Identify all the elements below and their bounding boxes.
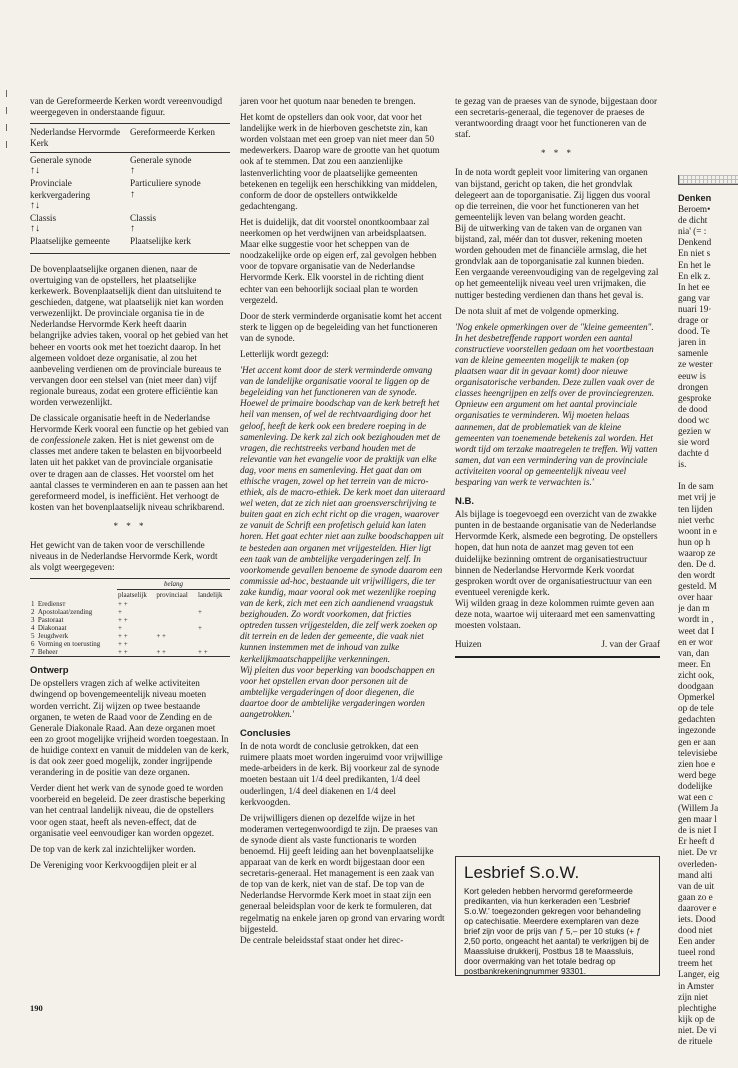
- hierarchy-label: Particuliere synode: [130, 178, 201, 189]
- text-line: den. De d.: [678, 559, 716, 569]
- text-line: zien hoe e: [678, 758, 716, 769]
- text-line: nuari 19·: [678, 303, 712, 314]
- paragraph: Wij wilden graag in deze kolommen ruimte geven aan deze nota, waartoe wij uiteraard met een samenvatting moesten volstaan.: [455, 597, 655, 631]
- text-line: de is niet I: [678, 825, 717, 836]
- table-cell: 7: [31, 648, 35, 657]
- hierarchy-cell: [130, 236, 230, 247]
- text-line: dood niet: [678, 925, 713, 936]
- heading-conclusies: Conclusies: [240, 728, 291, 740]
- table-cell: 1: [31, 600, 35, 609]
- table-row: [30, 608, 230, 616]
- text-line: de dicht: [678, 215, 708, 226]
- table-cell: 4: [31, 624, 35, 633]
- text-line: wat een c: [678, 791, 713, 802]
- table-row: [30, 600, 230, 608]
- table-cell: + +: [118, 640, 128, 649]
- text-line: gaan zo e: [678, 891, 713, 902]
- text-line: niet. De vi: [678, 1024, 717, 1035]
- hierarchy-cell: [30, 213, 130, 233]
- arrow-icon: ↑: [130, 165, 135, 177]
- arrow-icon: ↑↓: [30, 222, 40, 234]
- table-cell: +: [198, 624, 202, 633]
- arrow-icon: ↑: [130, 188, 135, 200]
- text-line: eeuw is: [678, 370, 706, 381]
- arrow-icon: ↑↓: [30, 165, 40, 177]
- text-line: en er wor: [678, 636, 713, 647]
- text-line: de dood: [678, 403, 708, 414]
- text-line: werd bege: [678, 769, 717, 780]
- header-hervormd: Nederlandse Hervormde Kerk: [30, 127, 121, 149]
- text-line: kijk op de: [678, 1013, 715, 1024]
- header-gereformeerd: Gereformeerde Kerken: [130, 127, 215, 138]
- text-line: gesproke: [678, 392, 712, 403]
- text-line: Denkend: [678, 237, 712, 248]
- hierarchy-label: Generale synode: [130, 155, 192, 166]
- text-line: treem het: [678, 958, 713, 969]
- text-line: gen er aan: [678, 736, 716, 747]
- table-cell: Vorming en toerusting: [37, 640, 101, 649]
- arrow-icon: ↑: [130, 222, 135, 234]
- table-cell: + +: [198, 648, 208, 657]
- column-header: provinciaal: [156, 591, 188, 600]
- halftone-image: [678, 175, 738, 185]
- paragraph: Een vergaande vereenvoudiging van de regelgeving zal op het gemeentelijk niveau veel uren vrijmaken, die nuttiger besteding verdienen dan thans het geval is.: [455, 267, 659, 300]
- table-cell: [197, 640, 230, 648]
- text-line: dood. Te: [678, 326, 710, 337]
- text-line: drongen: [678, 381, 709, 392]
- signature: [455, 639, 660, 658]
- column-4-cropped: [678, 175, 738, 1047]
- table-cell: 6: [31, 640, 35, 649]
- text-line: doodgaan: [678, 681, 714, 692]
- table-cell: 3: [31, 616, 35, 625]
- hierarchy-cell: [30, 178, 130, 209]
- table-cell: 2: [31, 608, 35, 617]
- table-row: [30, 640, 230, 648]
- hierarchy-cell: [30, 155, 130, 175]
- box-text: Kort geleden hebben hervormd gereformeerde predikanten, via hun kerkeraden een 'Lesbrief S.o.W.' toegezonden gekregen voor behandeling op catechisatie. Meerdere exemplaren van deze brief zijn voor de prijs van ƒ 5,– per 10 stuks (+ ƒ 2,50 porto, ongeacht het aantal) te verkrijgen bij de Maassluise drukkerij, Postbus 18 te Maassluis, door overmaking van het totale bedrag op postbankrekeningnummer 93301.: [464, 887, 649, 976]
- table-cell: 5: [31, 632, 35, 641]
- paragraph: Als bijlage is toegevoegd een overzicht van de zwakke punten in de bestaande organisatie van de Nederlandse Hervormde Kerk, alsmede een begroting. De opstellers hopen, dat hun nota de aanzet mag geven tot een duidelijke bezinning omtrent de organisatiestructuur binnen de Nederlandse Hervormde Kerk voordat gesproken wordt over de organisatiestructuur van een eventueel verenigde kerk.: [455, 509, 658, 597]
- table-cell: Apostolaat/zending: [37, 608, 93, 617]
- table-cell: + +: [118, 632, 128, 641]
- table-cell: +: [198, 608, 202, 617]
- text-line: gezien w: [678, 425, 711, 436]
- column-header: landelijk: [198, 591, 223, 600]
- text-line: iets. Dood: [678, 914, 716, 924]
- text-line: waarop ze: [678, 547, 716, 558]
- table-cell: + +: [118, 600, 128, 609]
- text-line: In de sam: [678, 481, 714, 492]
- table-cell: +: [118, 624, 122, 633]
- hierarchy-label: Plaatselijke kerk: [130, 235, 191, 246]
- text-line: Langer, eig: [678, 969, 720, 980]
- text-line: plechtighe: [678, 1002, 717, 1013]
- text-line: (Willem Ja: [678, 803, 719, 814]
- text-line: overleden-: [678, 858, 718, 869]
- task-weight-table: [30, 578, 230, 657]
- hierarchy-header: [30, 127, 230, 153]
- table-cell: Diakonaat: [37, 624, 67, 633]
- text-line: is.: [678, 459, 687, 470]
- table-cell: [155, 600, 197, 608]
- paragraph: Verder dient het werk van de synode goed te worden voorbereid en begeleid. De zeer drastische beperking van het centraal landelijk niveau, die de opstellers voor ogen staat, heeft als neven-effect, dat de organisatie veel eenvoudiger kan worden opgezet.: [30, 783, 226, 838]
- table-cell: [197, 632, 230, 640]
- paragraph: De bovenplaatselijke organen dienen, naar de overtuiging van de opstellers, het plaatselijke kerkewerk. Bovenplaatselijk dient dan uitsluitend te geschieden, datgene, wat plaatselijk niet kan worden verwezenlijkt. De provinciale organisa tie in de Nederlandse Hervormde Kerk heeft daarin belangrijke advies taken, vooral op het gebied van het beheer en voorts ook met het toezicht daarop. In het algemeen voldoet deze organisatie, al zou het aanbeveling verdienen om de provinciale bureaus te vervangen door een stelsel van (niet meer dan) vijf regionale bureaus, zodat een grotere efficiëntie kan worden verwezenlijkt.: [30, 263, 229, 407]
- text-line: van de uit: [678, 880, 715, 891]
- text-line: weet dat I: [678, 625, 715, 636]
- signature-place: Huizen: [455, 639, 482, 650]
- text-line: En niet s: [678, 248, 711, 259]
- quote: Wij pleiten dus voor beperking van boodschappen en voor het opstellen ervan door personen uit de ambtelijke vergaderingen of door diegenen, die daartoe door de ambtelijke vergaderingen worden aangetrokken.': [240, 664, 435, 719]
- table-cell: + +: [118, 616, 128, 625]
- hierarchy-label: Provinciale kerkvergadering: [30, 178, 91, 200]
- text-line: samenle: [678, 348, 709, 359]
- table-row: [30, 616, 230, 624]
- column-2: [240, 96, 445, 951]
- table-cell: +: [118, 608, 122, 617]
- table-cell: + +: [156, 632, 166, 641]
- hierarchy-cell: [130, 178, 230, 209]
- table-row: [30, 624, 230, 632]
- hierarchy-cell: [130, 155, 230, 175]
- table-cell: Erediensт: [37, 600, 66, 609]
- hierarchy-row: [30, 155, 230, 175]
- paragraph: Letterlijk wordt gezegd:: [240, 348, 329, 359]
- text-line: zijn niet: [678, 991, 708, 1002]
- paragraph: De classicale organisatie heeft in de Nederlandse Hervormde Kerk vooral een functie op het gebied van de confessionele zaken. Het is niet gewenst om de classes met andere taken te belasten en bijvoorbeeld laten uit het pakket van de provinciale organisatie over te dragen aan de classes. Het voorstel om het aantal classes te verminderen en aan te passen aan het gereformeerd model, is inefficiënt. Het verhoogt de kosten van het bovenplaatselijk niveau schrikbarend.: [30, 413, 229, 512]
- lesbrief-box: [455, 856, 660, 976]
- table-cell: Jeugdwerk: [37, 632, 69, 641]
- text-line: Opmerkel: [678, 692, 715, 703]
- table-cell: Pastoraat: [37, 616, 64, 625]
- hierarchy-label: Classis: [30, 212, 57, 223]
- arrow-icon: ↑↓: [30, 199, 40, 211]
- text-line: jaren in: [678, 337, 706, 348]
- text-line: ingezonde: [678, 725, 716, 736]
- text-line: dodelijke: [678, 780, 713, 791]
- table-row: [30, 648, 230, 657]
- text-line: de rituele: [678, 1036, 713, 1047]
- column-3: [455, 96, 660, 658]
- paragraph: De Vereniging voor Kerkvoogdijen pleit er al: [30, 859, 197, 870]
- text-line: woont in e: [678, 525, 717, 536]
- hierarchy-row: [30, 213, 230, 233]
- text-line: televisiebe: [678, 747, 718, 758]
- text-line: den wordt: [678, 570, 715, 581]
- text-line: van, dan: [678, 647, 710, 658]
- paragraph: Het gewicht van de taken voor de verschillende niveaus in de Nederlandse Hervormde Kerk, wordt als volgt weergegeven:: [30, 540, 218, 573]
- paragraph: Door de sterk verminderde organisatie komt het accent sterk te liggen op de begeleiding van het functioneren van de synode.: [240, 310, 442, 343]
- text-line: hun op h: [678, 536, 711, 547]
- text-line: daarover e: [678, 902, 717, 913]
- quote: 'Nog enkele opmerkingen over de "kleine gemeenten". In het desbetreffende rapport worden een aantal constructieve voorstellen gedaan om het voortbestaan van de kleine gemeenten mogelijk te maken (op plaatsen waar dit in gevaar komt) door nieuwe organisatorische verbanden. Deze zullen vaak over de classes heengrijpen en zelfs over de provinciegrenzen. Opnieuw een argument om het aantal provinciale organisaties te verminderen. Wij moeten helaas aannemen, dat de problematiek van de kleine gemeenten van toenemende betekenis zal worden. Het wordt tijd om terzake maatregelen te treffen. Wij vatten samen, dat van een vermindering van de provinciale activiteiten vooral op gemeentelijk niveau veel besparing van werk te verwachten is.': [455, 321, 658, 487]
- text-line: niet verhc: [678, 514, 715, 525]
- text-line: Een ander: [678, 936, 715, 947]
- text-line: gesteld. M: [678, 581, 717, 592]
- hierarchy-row: [30, 178, 230, 209]
- text-line: sie word: [678, 437, 710, 448]
- text-line: drage or: [678, 315, 709, 326]
- hierarchy-cell: [130, 213, 230, 233]
- table-cell: [155, 640, 197, 648]
- text-line: op de tele: [678, 703, 714, 714]
- heading-nb: N.B.: [455, 496, 474, 508]
- text-line: over haar: [678, 592, 713, 603]
- paragraph: De centrale beleidsstaf staat onder het direc-: [240, 934, 404, 945]
- table-cell: [155, 608, 197, 616]
- text-line: gedachten: [678, 714, 716, 725]
- text-line: nia' (= :: [678, 226, 707, 237]
- table-cell: + +: [118, 648, 128, 657]
- text-line: [678, 470, 738, 481]
- text-line: ze wester: [678, 359, 713, 370]
- margin-marks: [6, 90, 8, 150]
- text-line: In het ee: [678, 281, 710, 292]
- table-cell: + +: [156, 648, 166, 657]
- paragraph: te gezag van de praeses van de synode, bijgestaan door een secretaris-generaal, die tegenover de praeses de verantwoording draagt voor het functioneren van de staf.: [455, 96, 658, 140]
- table-row: [30, 632, 230, 640]
- table-cell: [155, 624, 197, 632]
- text-line: ten lijden: [678, 503, 713, 514]
- text-line: zicht ook,: [678, 669, 715, 680]
- paragraph: Het is duidelijk, dat dit voorstel onontkoombaar zal neerkomen op het verdwijnen van arbeidsplaatsen. Maar elke suggestie voor het scheppen van de noodzakelijke orde op eigen erf, zal gevolgen hebben voor de topvare organisatie van de Nederlandse Hervormde Kerk. Elk voorstel in de richting dient echter van een behoorlijk sociaal plan te worden vergezeld.: [240, 216, 437, 305]
- text-line: wordt in ,: [678, 614, 714, 625]
- table-cell: [197, 616, 230, 624]
- table-cell: [197, 600, 230, 608]
- paragraph: De nota sluit af met de volgende opmerking.: [455, 305, 619, 316]
- text-line: Beroem•: [678, 204, 711, 215]
- hierarchy-label: Classis: [130, 212, 157, 223]
- text-line: dood wc: [678, 414, 710, 425]
- box-title: Lesbrief S.o.W.: [464, 863, 580, 882]
- paragraph: In de nota wordt de conclusie getrokken, dat een ruimere plaats moet worden ingeruimd voor vrijwillige mede-arbeiders in de kerk. Bij voorkeur zal de synode moeten bestaan uit 1/4 deel predikanten, 1/4 deel ouderlingen, 1/4 deel diakenen en 1/4 deel kerkvoogden.: [240, 741, 443, 807]
- text-line: meer. En: [678, 658, 711, 669]
- hierarchy-label: Plaatselijke gemeente: [30, 235, 110, 246]
- paragraph: De top van de kerk zal inzichtelijker worden.: [30, 843, 196, 854]
- paragraph: Het komt de opstellers dan ook voor, dat voor het landelijke werk in de hierboven geschetste zin, kan worden volstaan met een groep van niet meer dan 50 medewerkers. Daarop ware de grootte van het quotum ook af te stemmen. Dat zou een aanzienlijke lastenverlichting voor de plaatselijke gemeenten betekenen en tegelijk een herschikking van middelen, conform de door de opstellers ontwikkelde gedachtengang.: [240, 112, 440, 211]
- text-line: gen maar l: [678, 814, 717, 825]
- quote: 'Het accent komt door de sterk verminderde omvang van de landelijke organisatie vooral te liggen op de begeleiding van het functioneren van de synode. Hoewel de primaire boodschap van de kerk betreft het heil van mensen, of wel de rechtvaardiging door het geloof, heeft de kerk ook een bredere roeping in de samenleving. De kerk zal zich ook bezighouden met de vragen, die rechtstreeks verband houden met de relevantie van het evangelie voor de praktijk van elke dag, voor mens en samenleving. Het gaat dan om ethische vragen, zowel op het terrein van de micro-ethiek, als de macro-ethiek. De kerk moet dan uiteraard wel weten, dat ze zich niet aan groensverschrijving te buiten gaat en zich echt richt op die vragen, waarover ze vanuit de Schrift een profetisch geluid kan laten horen. Het gaat echter niet aan zulke boodschappen uit te besteden aan organen met vrijgestelden. Hier ligt een taak van de ambtelijke vergaderingen zelf. In voorkomende gevallen benoeme de synode daarom een commissie ad-hoc, bestaande uit vrijwilligers, die ter zake kundig, maar vooral ook met wezenlijke roeping van de kerk, zich met een zich aandienend vraagstuk bezighouden. Zo wordt voorkomen, dat fricties optreden tussen vrijgestelden, die zelf werk zoeken op dit terrein en de leden der gemeente, die vaak niet kunnen instemmen met de inhoud van zulke kerkelijkmaatschappelijke verkenningen.: [240, 365, 445, 664]
- heading-denken: Denken: [678, 193, 712, 203]
- column-1: [30, 96, 230, 876]
- text-line: Er heeft d: [678, 836, 715, 847]
- intro-paragraph: van de Gereformeerde Kerken wordt vereenvoudigd weergegeven in onderstaande figuur.: [30, 96, 223, 118]
- table-cell: [155, 616, 197, 624]
- page-number: 190: [30, 1003, 43, 1013]
- text-line: niet. De vr: [678, 847, 718, 858]
- text-line: tueel rond: [678, 947, 715, 958]
- signature-author: J. van der Graaf: [601, 639, 660, 650]
- text-line: mand alti: [678, 869, 713, 880]
- section-separator: * * *: [541, 148, 574, 159]
- table-cell: Beheer: [37, 648, 58, 657]
- text-line: je dan m: [678, 603, 710, 614]
- hierarchy-figure: [30, 123, 230, 254]
- text-line: dachte d: [678, 448, 709, 459]
- paragraph: In de nota wordt gepleit voor limitering van organen van bijstand, gericht op taken, die het grondvlak delegeert aan de toporganisatie. Zij liggen dus vooral op die terreinen, die voor het functioneren van het gemeentelijk leven van belang worden geacht.: [455, 167, 651, 222]
- paragraph: De opstellers vragen zich af welke activiteiten dwingend op bovengemeentelijk niveau moeten worden verricht. Zij wijzen op twee bestaande organen, te weten de Raad voor de Zending en de Generale Diakonale Raad. Aan deze organen moet een zo groot mogelijke vrijheid worden toegestaan. In de huidige context en vanuit de middelen van de kerk, is dat ook zeer goed mogelijk, zonder ingrijpende verandering in de positie van deze organen.: [30, 678, 229, 778]
- paragraph: jaren voor het quotum naar beneden te brengen.: [240, 96, 416, 106]
- paragraph: De vrijwilligers dienen op dezelfde wijze in het moderamen vertegenwoordigd te zijn. De praeses van de synode dient als vaste functionaris te worden benoemd. Hij geeft leiding aan het bovenplaatselijke apparaat van de kerk en wordt bijgestaan door een secretaris-generaal. Het management is een zaak van de top van de kerk, niet van de staf. De top van de Nederlandse Hervormde Kerk moet in staat zijn een generaal beleidsplan voor de kerk te formuleren, dat regelmatig na enkele jaren op grond van ervaring wordt bijgesteld.: [240, 812, 445, 934]
- paragraph: Bij de uitwerking van de taken van de organen van bijstand, zal, méér dan tot dusver, rekening moeten worden gehouden met de financiële armslag, die het grondvlak aan de toporganisatie zal kunnen bieden.: [455, 222, 647, 267]
- column-header: plaatselijk: [118, 591, 147, 600]
- heading-ontwerp: Ontwerp: [30, 665, 69, 677]
- text-line: En het le: [678, 259, 711, 270]
- text-line: En elk z.: [678, 270, 711, 281]
- text-line: met vrij je: [678, 492, 716, 503]
- text-line: gang var: [678, 292, 710, 303]
- hierarchy-cell: [30, 236, 130, 247]
- table-group-header: belang: [117, 579, 230, 590]
- hierarchy-label: Generale synode: [30, 155, 92, 166]
- hierarchy-row: [30, 236, 230, 247]
- text-line: in Amster: [678, 980, 714, 991]
- section-separator: * * *: [113, 520, 147, 531]
